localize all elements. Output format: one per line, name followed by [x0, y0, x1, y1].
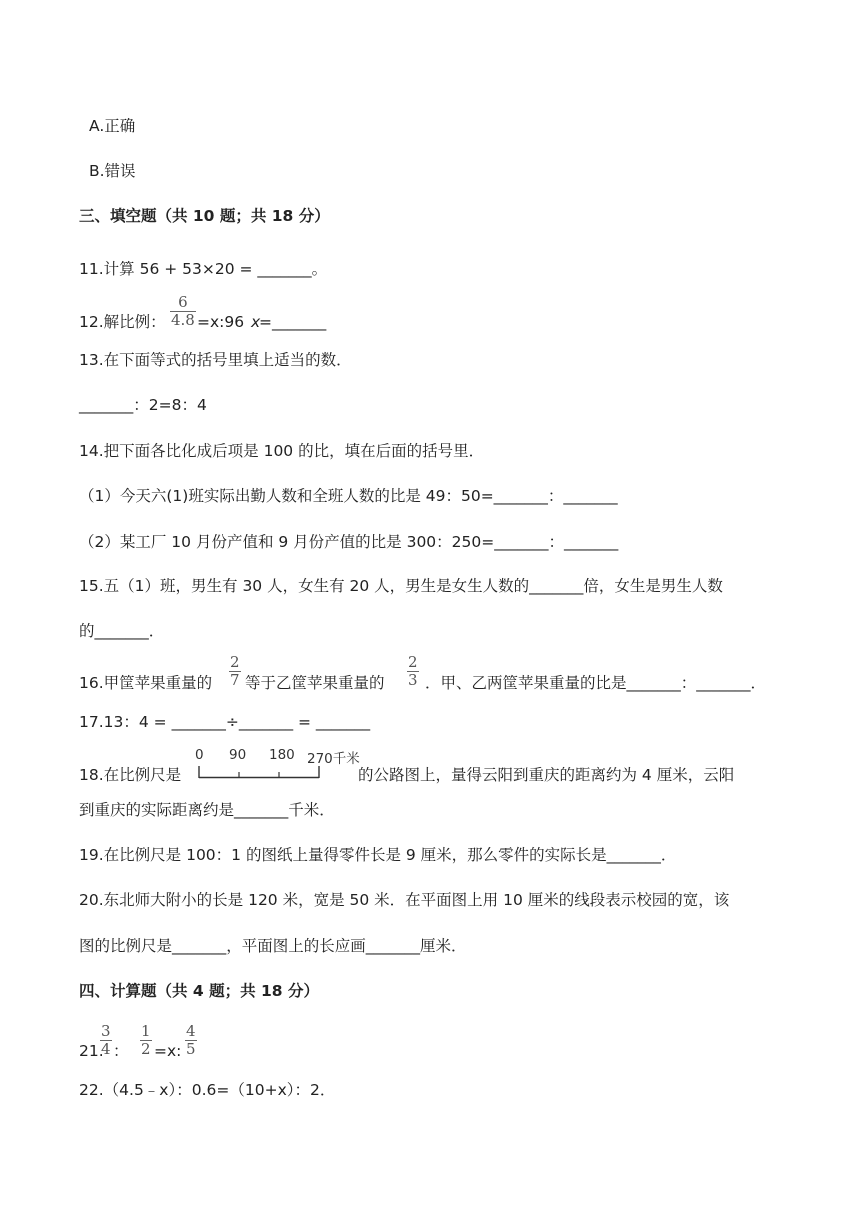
fraction-denominator: 3: [408, 671, 418, 689]
fraction-numerator: 6: [178, 293, 188, 311]
question-12-fraction: [170, 295, 196, 328]
scale-bar-labels: [195, 747, 365, 765]
question-14-item-1: （1）今天六(1)班实际出勤人数和全班人数的比是 49：50=_______：_______: [79, 487, 618, 505]
question-13: 13.在下面等式的括号里填上适当的数．: [79, 351, 352, 369]
question-12-middle: =x:96: [197, 313, 245, 331]
question-21-separator: ：: [113, 1042, 129, 1060]
question-11: 11.计算 56 + 53×20 = _______。: [79, 260, 328, 278]
question-22: 22.（4.5﹣x）：0.6=（10+x）：2．: [79, 1081, 336, 1099]
scale-label-0: 0: [195, 747, 204, 763]
fraction-numerator: 2: [230, 653, 240, 671]
option-a: A.正确: [89, 117, 136, 135]
fraction-denominator: 7: [230, 671, 240, 689]
fraction-denominator: 2: [141, 1040, 151, 1058]
question-15-line-2: 的_______．: [79, 622, 165, 640]
question-21-fraction-2: [140, 1024, 152, 1057]
fraction-denominator: 4: [101, 1040, 111, 1058]
question-16-middle: 等于乙筐苹果重量的: [245, 674, 385, 692]
question-17: 17.13：4 = _______÷_______ = _______: [79, 713, 371, 731]
fraction-numerator: 2: [408, 653, 418, 671]
fraction-numerator: 3: [101, 1022, 111, 1040]
scale-label-90: 90: [229, 747, 247, 763]
question-16-fraction-2: [407, 655, 419, 688]
scale-label-180: 180: [269, 747, 295, 763]
question-20-line-1: 20.东北师大附小的长是 120 米，宽是 50 米．在平面图上用 10 厘米的线段表示校园的宽，该: [79, 891, 730, 909]
fraction-numerator: 4: [186, 1022, 196, 1040]
question-15-line-1: 15.五（1）班，男生有 30 人，女生有 20 人，男生是女生人数的_______倍，女生是男生人数: [79, 577, 723, 595]
section-heading-fill-in: 三、填空题（共 10 题；共 18 分）: [79, 207, 330, 225]
question-21-fraction-1: [100, 1024, 112, 1057]
question-19: 19.在比例尺是 100：1 的图纸上量得零件长是 9 厘米，那么零件的实际长是_______．: [79, 846, 677, 864]
option-b: B.错误: [89, 162, 136, 180]
question-21-prefix: 21.: [79, 1042, 104, 1060]
question-20-line-2: 图的比例尺是_______，平面图上的长应画_______厘米．: [79, 937, 467, 955]
question-13-equation: _______：2=8：4: [79, 396, 207, 414]
section-heading-calculation: 四、计算题（共 4 题；共 18 分）: [79, 982, 319, 1000]
question-12-suffix: =_______: [259, 313, 327, 331]
question-18-line-2: 到重庆的实际距离约是_______千米．: [79, 801, 335, 819]
question-14-item-2: （2）某工厂 10 月份产值和 9 月份产值的比是 300：250=_______：_______: [79, 533, 619, 551]
fraction-denominator: 4.8: [171, 311, 195, 329]
scale-bar: [197, 764, 323, 780]
question-21-middle: =x:: [154, 1042, 182, 1060]
question-16-prefix: 16.甲筐苹果重量的: [79, 674, 213, 692]
question-12-prefix: 12.解比例：: [79, 313, 166, 331]
question-14: 14.把下面各比化成后项是 100 的比，填在后面的括号里．: [79, 442, 485, 460]
scale-label-270: 270千米: [307, 751, 360, 767]
question-16-suffix: ．甲、乙两筐苹果重量的比是_______：_______．: [425, 674, 767, 692]
question-16-fraction-1: [229, 655, 241, 688]
question-18-suffix: 的公路图上，量得云阳到重庆的距离约为 4 厘米，云阳: [358, 766, 735, 784]
fraction-denominator: 5: [186, 1040, 196, 1058]
question-18-prefix: 18.在比例尺是: [79, 766, 182, 784]
question-21-fraction-3: [185, 1024, 197, 1057]
question-12-variable: x: [251, 313, 261, 331]
fraction-numerator: 1: [141, 1022, 151, 1040]
